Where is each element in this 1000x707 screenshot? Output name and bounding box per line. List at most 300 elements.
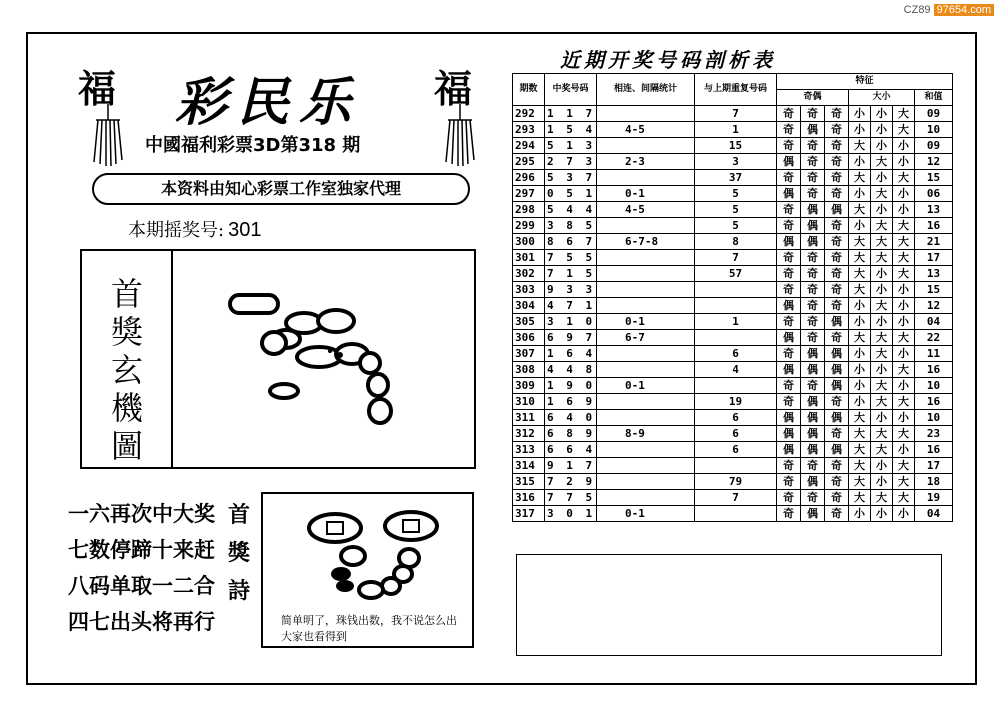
sum-cell: 12 <box>915 298 953 314</box>
odd-even-cell: 奇 <box>825 298 849 314</box>
issue-cell: 316 <box>513 490 545 506</box>
odd-even-cell: 奇 <box>777 474 801 490</box>
sum-cell: 18 <box>915 474 953 490</box>
odd-even-cell: 奇 <box>777 218 801 234</box>
odd-even-cell: 奇 <box>777 250 801 266</box>
odd-even-cell: 奇 <box>825 474 849 490</box>
table-row <box>513 362 953 378</box>
odd-even-cell: 偶 <box>801 442 825 458</box>
big-small-cell: 小 <box>871 106 893 122</box>
table-row <box>513 250 953 266</box>
repeat-cell: 3 <box>695 154 777 170</box>
big-small-cell: 大 <box>893 106 915 122</box>
title-char: 玄 <box>110 351 143 389</box>
big-small-cell: 小 <box>871 266 893 282</box>
issue-cell: 299 <box>513 218 545 234</box>
odd-even-cell: 偶 <box>777 234 801 250</box>
winning-number-cell: 6 4 0 <box>545 410 597 426</box>
mystery-picture-title <box>100 275 154 465</box>
col-repeat: 与上期重复号码 <box>695 74 777 106</box>
adjacent-cell: 0-1 <box>597 186 695 202</box>
table-row <box>513 426 953 442</box>
winning-number-cell: 6 9 7 <box>545 330 597 346</box>
odd-even-cell: 奇 <box>777 378 801 394</box>
big-small-cell: 大 <box>849 170 871 186</box>
big-small-cell: 小 <box>871 314 893 330</box>
table-row <box>513 106 953 122</box>
issue-cell: 309 <box>513 378 545 394</box>
big-small-cell: 小 <box>893 202 915 218</box>
issue-cell: 294 <box>513 138 545 154</box>
title-char: 機 <box>110 389 143 427</box>
odd-even-cell: 偶 <box>825 202 849 218</box>
table-header-row <box>513 74 953 90</box>
winning-number-cell: 1 9 0 <box>545 378 597 394</box>
issue-cell: 315 <box>513 474 545 490</box>
big-small-cell: 小 <box>893 298 915 314</box>
big-small-cell: 大 <box>893 170 915 186</box>
odd-even-cell: 偶 <box>777 426 801 442</box>
issue-cell: 297 <box>513 186 545 202</box>
repeat-cell: 6 <box>695 410 777 426</box>
watermark <box>904 4 994 16</box>
big-small-cell: 小 <box>849 362 871 378</box>
odd-even-cell: 奇 <box>825 506 849 522</box>
big-small-cell: 小 <box>849 122 871 138</box>
repeat-cell: 57 <box>695 266 777 282</box>
table-row <box>513 458 953 474</box>
odd-even-cell: 偶 <box>777 330 801 346</box>
odd-even-cell: 偶 <box>777 362 801 378</box>
odd-even-cell: 奇 <box>825 458 849 474</box>
big-small-cell: 大 <box>893 426 915 442</box>
fu-char-right: 福 <box>434 66 473 111</box>
winning-number-cell: 1 6 9 <box>545 394 597 410</box>
big-small-cell: 大 <box>871 394 893 410</box>
odd-even-cell: 奇 <box>801 378 825 394</box>
winning-number-cell: 9 3 3 <box>545 282 597 298</box>
big-small-cell: 小 <box>871 122 893 138</box>
repeat-cell: 7 <box>695 250 777 266</box>
big-small-cell: 小 <box>893 378 915 394</box>
table-title: 近期开奖号码剖析表 <box>560 48 776 72</box>
repeat-cell: 1 <box>695 314 777 330</box>
odd-even-cell: 奇 <box>777 314 801 330</box>
big-small-cell: 小 <box>893 154 915 170</box>
odd-even-cell: 奇 <box>825 394 849 410</box>
watermark-site: 97654.com <box>934 4 994 16</box>
big-small-cell: 大 <box>871 442 893 458</box>
odd-even-cell: 偶 <box>801 202 825 218</box>
adjacent-cell <box>597 394 695 410</box>
adjacent-cell: 0-1 <box>597 314 695 330</box>
coin-picture-box <box>261 492 474 648</box>
big-small-cell: 大 <box>893 394 915 410</box>
draw-label: 本期摇奖号: <box>128 220 225 241</box>
draw-number-line <box>128 216 261 242</box>
sum-cell: 21 <box>915 234 953 250</box>
big-small-cell: 大 <box>871 250 893 266</box>
sum-cell: 19 <box>915 490 953 506</box>
title-char: 圖 <box>110 427 143 465</box>
odd-even-cell: 奇 <box>801 250 825 266</box>
adjacent-cell <box>597 442 695 458</box>
table-row <box>513 202 953 218</box>
winning-number-cell: 1 1 7 <box>545 106 597 122</box>
table-row <box>513 154 953 170</box>
big-small-cell: 大 <box>871 186 893 202</box>
table-row <box>513 138 953 154</box>
big-small-cell: 小 <box>893 442 915 458</box>
title-char: 獎 <box>110 313 143 351</box>
odd-even-cell: 奇 <box>825 138 849 154</box>
sum-cell: 22 <box>915 330 953 346</box>
winning-number-cell: 5 1 3 <box>545 138 597 154</box>
odd-even-cell: 奇 <box>825 122 849 138</box>
big-small-cell: 大 <box>871 378 893 394</box>
big-small-cell: 大 <box>871 426 893 442</box>
odd-even-cell: 奇 <box>825 426 849 442</box>
odd-even-cell: 奇 <box>777 394 801 410</box>
col-issue: 期数 <box>513 74 545 106</box>
table-row <box>513 410 953 426</box>
big-small-cell: 大 <box>871 234 893 250</box>
repeat-cell: 15 <box>695 138 777 154</box>
issue-cell: 314 <box>513 458 545 474</box>
repeat-cell: 5 <box>695 218 777 234</box>
issue-cell: 306 <box>513 330 545 346</box>
sum-cell: 13 <box>915 266 953 282</box>
issue-line: 中國福利彩票3D第318 期 <box>145 135 361 156</box>
sum-cell: 09 <box>915 138 953 154</box>
issue-cell: 303 <box>513 282 545 298</box>
odd-even-cell: 偶 <box>825 378 849 394</box>
adjacent-cell <box>597 106 695 122</box>
big-small-cell: 大 <box>849 442 871 458</box>
winning-number-cell: 6 8 9 <box>545 426 597 442</box>
big-small-cell: 小 <box>893 506 915 522</box>
sum-cell: 23 <box>915 426 953 442</box>
table-row <box>513 266 953 282</box>
big-small-cell: 大 <box>871 298 893 314</box>
issue-cell: 310 <box>513 394 545 410</box>
poem-title-char: 詩 <box>228 578 251 604</box>
odd-even-cell: 偶 <box>801 426 825 442</box>
big-small-cell: 大 <box>849 250 871 266</box>
big-small-cell: 小 <box>871 410 893 426</box>
odd-even-cell: 奇 <box>801 298 825 314</box>
odd-even-cell: 奇 <box>825 170 849 186</box>
big-small-cell: 小 <box>893 410 915 426</box>
coin-picture-icon <box>283 502 463 610</box>
sum-cell: 16 <box>915 394 953 410</box>
big-small-cell: 大 <box>849 458 871 474</box>
issue-cell: 298 <box>513 202 545 218</box>
odd-even-cell: 偶 <box>777 298 801 314</box>
table-row <box>513 234 953 250</box>
adjacent-cell <box>597 266 695 282</box>
odd-even-cell: 奇 <box>801 314 825 330</box>
adjacent-cell: 8-9 <box>597 426 695 442</box>
box-divider <box>171 251 173 467</box>
big-small-cell: 小 <box>871 506 893 522</box>
big-small-cell: 小 <box>849 394 871 410</box>
winning-number-cell: 8 6 7 <box>545 234 597 250</box>
repeat-cell <box>695 282 777 298</box>
repeat-cell <box>695 458 777 474</box>
repeat-cell: 6 <box>695 442 777 458</box>
adjacent-cell <box>597 282 695 298</box>
issue-cell: 312 <box>513 426 545 442</box>
big-small-cell: 大 <box>893 234 915 250</box>
adjacent-cell <box>597 362 695 378</box>
issue-cell: 302 <box>513 266 545 282</box>
odd-even-cell: 奇 <box>777 282 801 298</box>
odd-even-cell: 偶 <box>801 346 825 362</box>
adjacent-cell <box>597 170 695 186</box>
big-small-cell: 小 <box>893 314 915 330</box>
odd-even-cell: 奇 <box>777 490 801 506</box>
tassel-right-icon <box>440 102 480 172</box>
table-row <box>513 186 953 202</box>
winning-number-cell: 4 4 8 <box>545 362 597 378</box>
table-row <box>513 314 953 330</box>
sum-cell: 04 <box>915 314 953 330</box>
notice-banner: 本资料由知心彩票工作室独家代理 <box>92 173 470 205</box>
big-small-cell: 小 <box>849 506 871 522</box>
repeat-cell: 7 <box>695 106 777 122</box>
sum-cell: 10 <box>915 410 953 426</box>
table-row <box>513 218 953 234</box>
table-row <box>513 490 953 506</box>
adjacent-cell <box>597 474 695 490</box>
col-sum: 和值 <box>915 90 953 106</box>
issue-cell: 304 <box>513 298 545 314</box>
odd-even-cell: 奇 <box>801 186 825 202</box>
table-row <box>513 394 953 410</box>
odd-even-cell: 奇 <box>801 458 825 474</box>
winning-number-cell: 1 5 4 <box>545 122 597 138</box>
repeat-cell: 79 <box>695 474 777 490</box>
adjacent-cell: 6-7 <box>597 330 695 346</box>
big-small-cell: 小 <box>871 282 893 298</box>
table-row <box>513 298 953 314</box>
odd-even-cell: 偶 <box>777 410 801 426</box>
odd-even-cell: 奇 <box>777 346 801 362</box>
repeat-cell <box>695 506 777 522</box>
adjacent-cell <box>597 490 695 506</box>
adjacent-cell: 2-3 <box>597 154 695 170</box>
adjacent-cell: 0-1 <box>597 378 695 394</box>
table-row <box>513 170 953 186</box>
big-small-cell: 大 <box>871 490 893 506</box>
big-small-cell: 小 <box>849 314 871 330</box>
col-features: 特征 <box>777 74 953 90</box>
adjacent-cell <box>597 346 695 362</box>
issue-cell: 296 <box>513 170 545 186</box>
adjacent-cell <box>597 298 695 314</box>
winning-number-cell: 3 0 1 <box>545 506 597 522</box>
table-body <box>513 106 953 522</box>
table-row <box>513 122 953 138</box>
issue-cell: 305 <box>513 314 545 330</box>
odd-even-cell: 偶 <box>801 122 825 138</box>
issue-cell: 300 <box>513 234 545 250</box>
big-small-cell: 小 <box>871 138 893 154</box>
odd-even-cell: 奇 <box>825 154 849 170</box>
big-small-cell: 大 <box>893 266 915 282</box>
odd-even-cell: 奇 <box>825 266 849 282</box>
issue-cell: 292 <box>513 106 545 122</box>
adjacent-cell: 4-5 <box>597 122 695 138</box>
winning-number-cell: 5 4 4 <box>545 202 597 218</box>
big-small-cell: 小 <box>893 346 915 362</box>
sum-cell: 06 <box>915 186 953 202</box>
sum-cell: 10 <box>915 378 953 394</box>
big-small-cell: 小 <box>849 298 871 314</box>
odd-even-cell: 偶 <box>801 506 825 522</box>
odd-even-cell: 奇 <box>801 490 825 506</box>
adjacent-cell <box>597 138 695 154</box>
odd-even-cell: 奇 <box>777 506 801 522</box>
repeat-cell: 1 <box>695 122 777 138</box>
big-small-cell: 大 <box>849 474 871 490</box>
adjacent-cell: 6-7-8 <box>597 234 695 250</box>
odd-even-cell: 奇 <box>825 186 849 202</box>
repeat-cell: 4 <box>695 362 777 378</box>
notes-box <box>516 554 942 656</box>
big-small-cell: 小 <box>893 186 915 202</box>
odd-even-cell: 奇 <box>777 202 801 218</box>
odd-even-cell: 偶 <box>801 410 825 426</box>
repeat-cell: 6 <box>695 426 777 442</box>
adjacent-cell <box>597 410 695 426</box>
big-small-cell: 大 <box>871 330 893 346</box>
poem-line: 四七出头将再行 <box>68 610 215 634</box>
odd-even-cell: 偶 <box>801 394 825 410</box>
winning-number-cell: 7 5 5 <box>545 250 597 266</box>
winning-number-cell: 0 5 1 <box>545 186 597 202</box>
adjacent-cell <box>597 458 695 474</box>
poem-title-char: 首 <box>228 502 251 528</box>
repeat-cell: 5 <box>695 202 777 218</box>
big-small-cell: 大 <box>893 490 915 506</box>
table-row <box>513 506 953 522</box>
odd-even-cell: 奇 <box>825 218 849 234</box>
big-small-cell: 大 <box>849 234 871 250</box>
fu-char-left: 福 <box>78 66 117 111</box>
poem-hint: 简单明了，珠钱出数，我不说怎么出大家也看得到 <box>281 614 457 643</box>
odd-even-cell: 奇 <box>777 122 801 138</box>
big-small-cell: 小 <box>849 346 871 362</box>
odd-even-cell: 奇 <box>801 266 825 282</box>
winning-number-cell: 3 1 0 <box>545 314 597 330</box>
poem-line: 七数停蹄十来赶 <box>68 538 215 562</box>
title-char: 首 <box>110 275 143 313</box>
adjacent-cell: 0-1 <box>597 506 695 522</box>
table-row <box>513 282 953 298</box>
big-small-cell: 大 <box>893 474 915 490</box>
winning-number-cell: 3 8 5 <box>545 218 597 234</box>
repeat-cell <box>695 378 777 394</box>
big-small-cell: 大 <box>849 282 871 298</box>
big-small-cell: 大 <box>893 250 915 266</box>
mystery-picture-box <box>80 249 476 469</box>
odd-even-cell: 偶 <box>801 474 825 490</box>
repeat-cell: 19 <box>695 394 777 410</box>
adjacent-cell <box>597 218 695 234</box>
sum-cell: 10 <box>915 122 953 138</box>
big-small-cell: 小 <box>893 282 915 298</box>
big-small-cell: 大 <box>893 218 915 234</box>
winning-number-cell: 7 1 5 <box>545 266 597 282</box>
odd-even-cell: 奇 <box>801 330 825 346</box>
big-small-cell: 大 <box>893 330 915 346</box>
odd-even-cell: 偶 <box>777 186 801 202</box>
tassel-left-icon <box>88 102 128 172</box>
poem-title-char: 獎 <box>228 540 251 566</box>
winning-number-cell: 1 6 4 <box>545 346 597 362</box>
issue-cell: 313 <box>513 442 545 458</box>
big-small-cell: 小 <box>849 186 871 202</box>
odd-even-cell: 奇 <box>777 170 801 186</box>
poem-line: 八码单取一二合 <box>68 574 215 598</box>
odd-even-cell: 偶 <box>825 442 849 458</box>
odd-even-cell: 奇 <box>801 282 825 298</box>
odd-even-cell: 奇 <box>777 138 801 154</box>
table-row <box>513 474 953 490</box>
col-number: 中奖号码 <box>545 74 597 106</box>
odd-even-cell: 偶 <box>825 346 849 362</box>
big-small-cell: 小 <box>871 458 893 474</box>
winning-number-cell: 6 6 4 <box>545 442 597 458</box>
big-small-cell: 小 <box>849 378 871 394</box>
repeat-cell: 8 <box>695 234 777 250</box>
odd-even-cell: 偶 <box>777 442 801 458</box>
draw-number: 301 <box>228 219 262 241</box>
sum-cell: 16 <box>915 218 953 234</box>
winning-number-cell: 5 3 7 <box>545 170 597 186</box>
sum-cell: 15 <box>915 282 953 298</box>
repeat-cell <box>695 298 777 314</box>
odd-even-cell: 偶 <box>777 154 801 170</box>
big-small-cell: 大 <box>871 154 893 170</box>
odd-even-cell: 奇 <box>777 106 801 122</box>
big-small-cell: 大 <box>871 346 893 362</box>
sum-cell: 04 <box>915 506 953 522</box>
odd-even-cell: 奇 <box>825 250 849 266</box>
repeat-cell: 37 <box>695 170 777 186</box>
brand-title: 彩民乐 <box>175 72 362 133</box>
poem-title <box>228 496 254 610</box>
sum-cell: 11 <box>915 346 953 362</box>
repeat-cell: 6 <box>695 346 777 362</box>
odd-even-cell: 偶 <box>801 234 825 250</box>
winning-number-cell: 4 7 1 <box>545 298 597 314</box>
winning-number-cell: 7 7 5 <box>545 490 597 506</box>
odd-even-cell: 奇 <box>825 234 849 250</box>
table-row <box>513 442 953 458</box>
sum-cell: 16 <box>915 442 953 458</box>
big-small-cell: 小 <box>871 202 893 218</box>
sum-cell: 17 <box>915 458 953 474</box>
odd-even-cell: 奇 <box>825 490 849 506</box>
big-small-cell: 大 <box>849 410 871 426</box>
sum-cell: 16 <box>915 362 953 378</box>
table-row <box>513 330 953 346</box>
big-small-cell: 大 <box>849 202 871 218</box>
odd-even-cell: 奇 <box>825 330 849 346</box>
